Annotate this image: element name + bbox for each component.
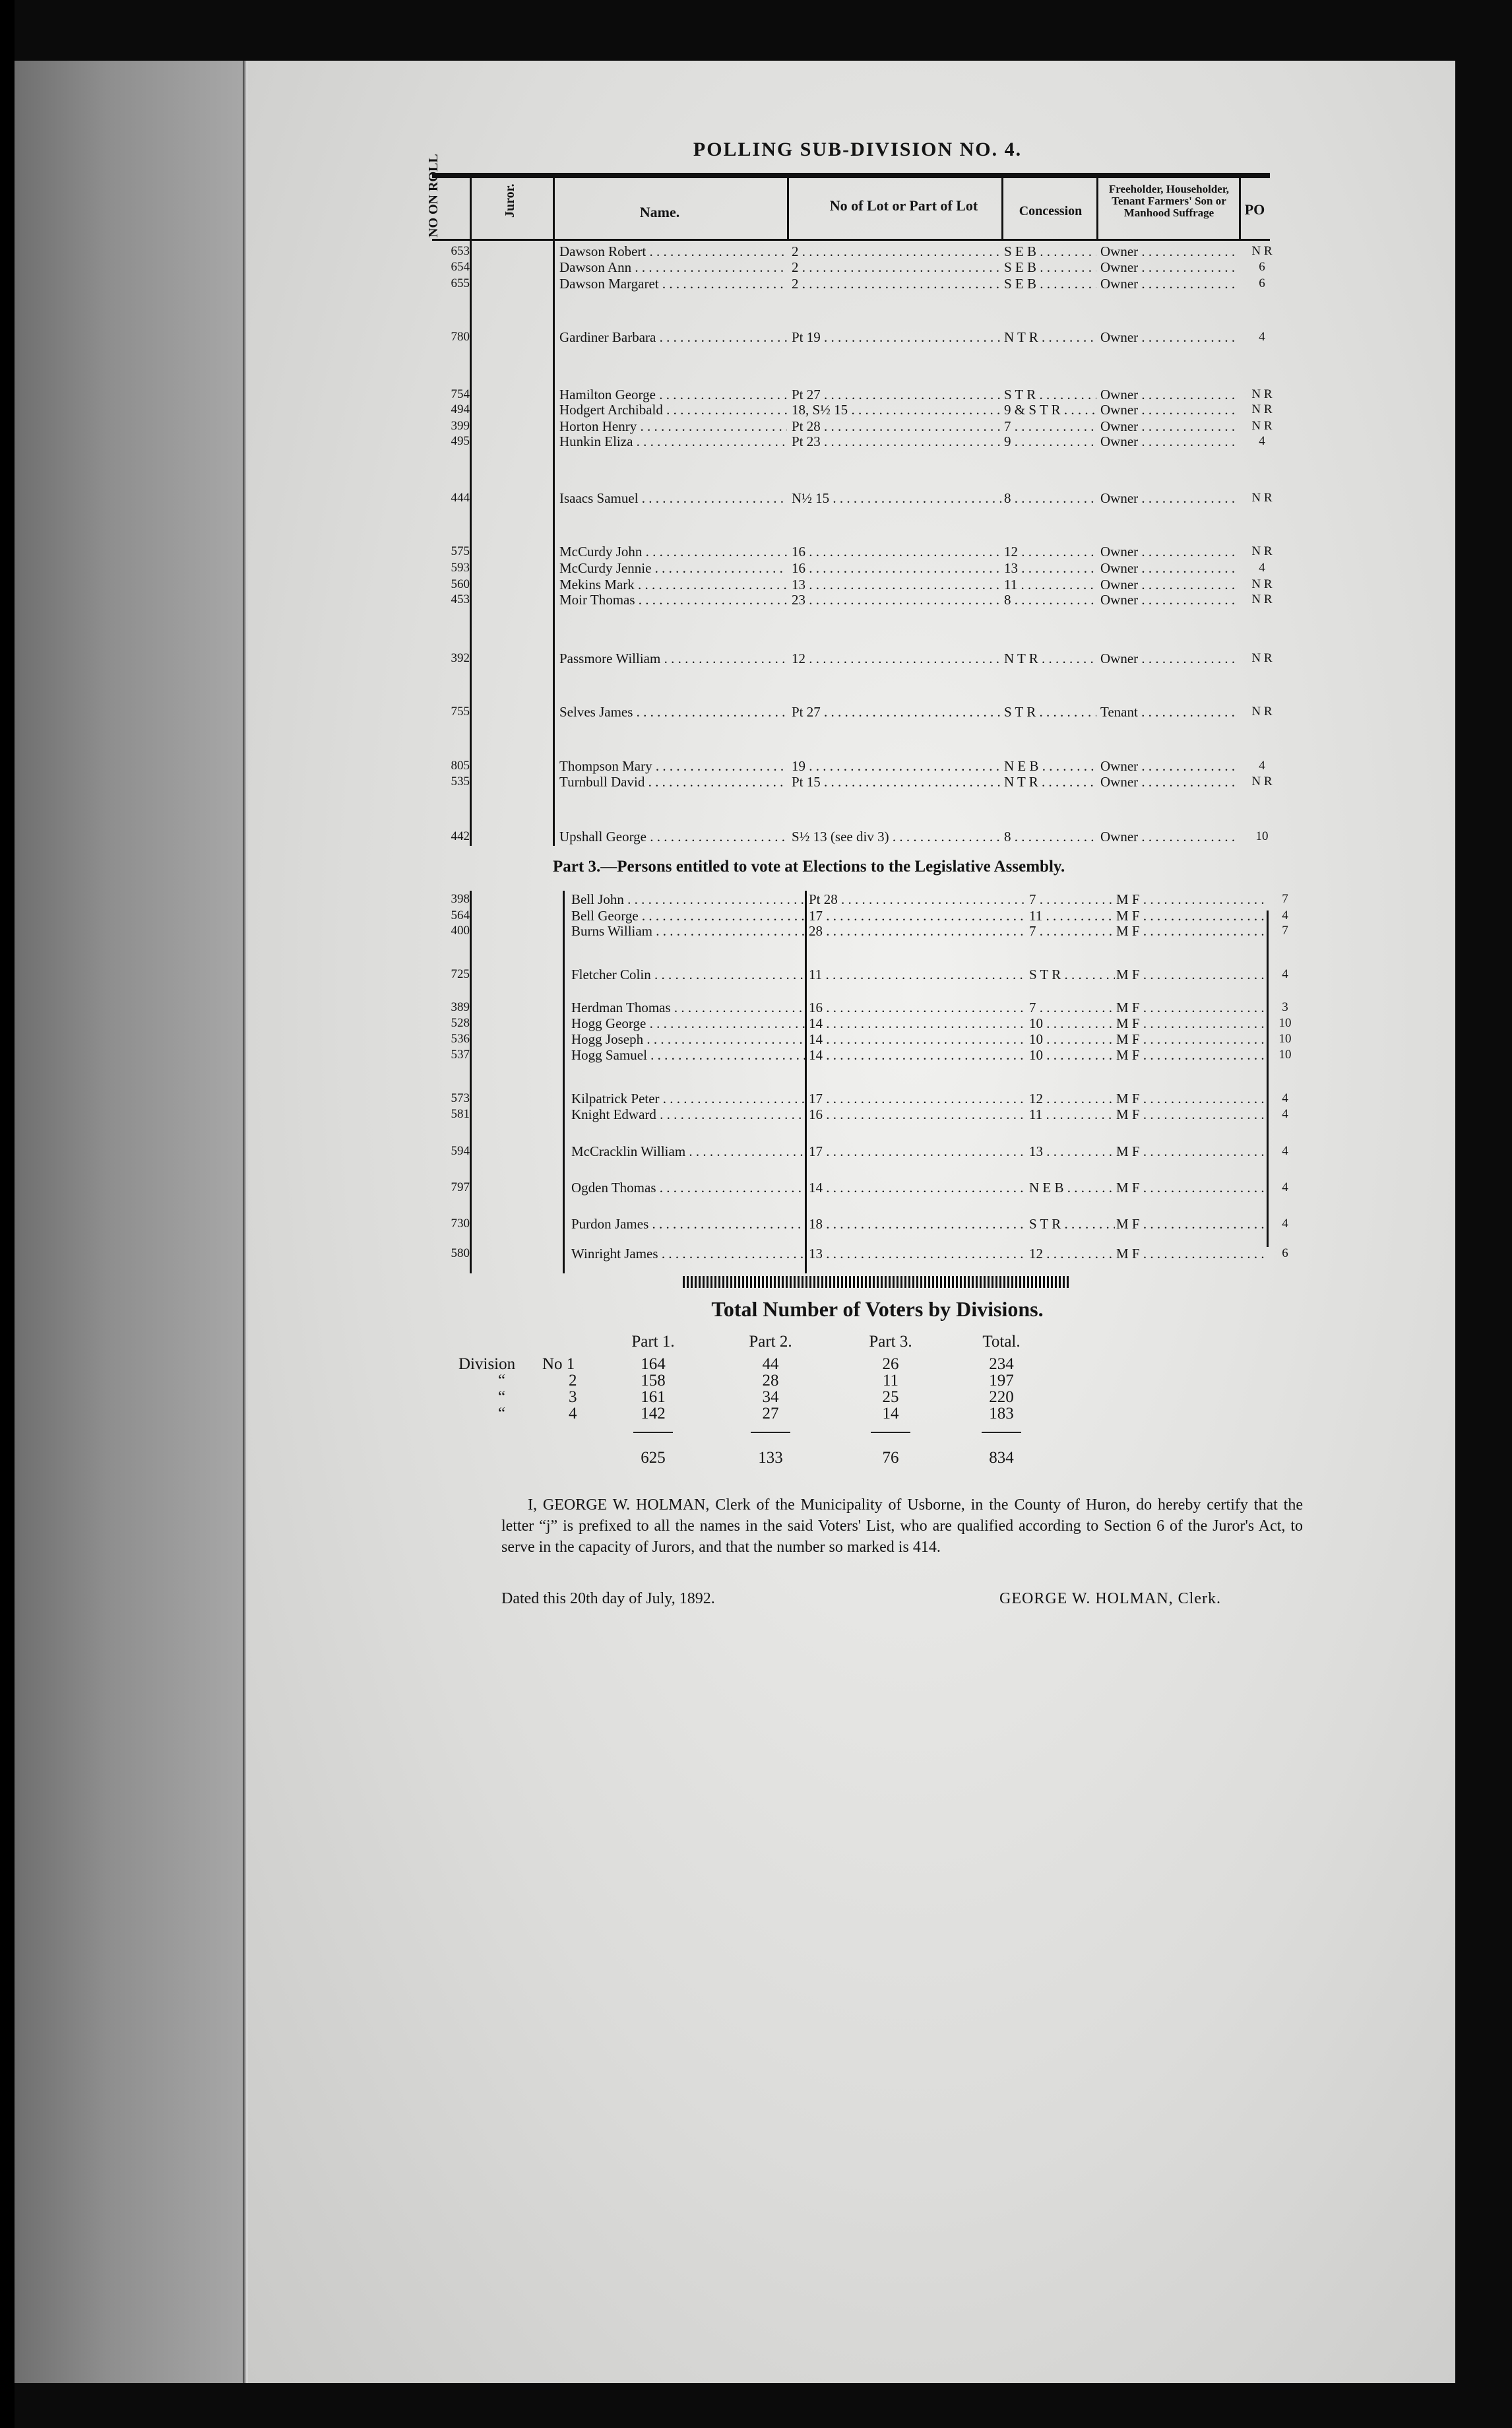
voter-name: Hodgert Archibald . . . bbox=[559, 401, 787, 418]
table-row bbox=[0, 1215, 1512, 1232]
roll-number: 560 bbox=[451, 577, 470, 591]
concession: 12 . . . bbox=[1029, 1245, 1115, 1262]
concession: 7 . . . bbox=[1029, 891, 1115, 908]
lot-number: 16 . . . bbox=[809, 999, 1026, 1016]
post-office: 6 bbox=[1282, 1246, 1288, 1260]
roll-column-header bbox=[426, 198, 441, 238]
voter-name: Fletcher Colin . . . bbox=[571, 966, 805, 983]
voter-name: Passmore William . . . bbox=[559, 650, 787, 667]
concession: 8 . . . bbox=[1004, 828, 1096, 845]
voter-name: Hogg Joseph . . . bbox=[571, 1031, 805, 1048]
voter-name: Knight Edward . . . bbox=[571, 1106, 805, 1123]
lot-number: 14 . . . bbox=[809, 1046, 1026, 1064]
post-office: 7 bbox=[1282, 892, 1288, 906]
qualification: Owner . . . bbox=[1100, 576, 1239, 593]
post-office: N R bbox=[1251, 387, 1273, 401]
table-row bbox=[0, 1143, 1512, 1160]
po-column-header: PO bbox=[1244, 201, 1265, 218]
post-office: 4 bbox=[1282, 1091, 1288, 1105]
voter-name: Upshall George . . . bbox=[559, 828, 787, 845]
post-office: N R bbox=[1251, 419, 1273, 433]
qualification: Owner . . . bbox=[1100, 418, 1239, 435]
post-office: N R bbox=[1251, 491, 1273, 505]
totals-value: 161 bbox=[641, 1388, 666, 1406]
qualification: Owner . . . bbox=[1100, 591, 1239, 608]
totals-value: 14 bbox=[882, 1405, 899, 1422]
post-office: N R bbox=[1251, 705, 1273, 719]
lot-number: 14 . . . bbox=[809, 1015, 1026, 1032]
roll-number: 805 bbox=[451, 759, 470, 773]
voter-name: Herdman Thomas . . . bbox=[571, 999, 805, 1016]
roll-number: 573 bbox=[451, 1091, 470, 1105]
lot-number: Pt 15 . . . bbox=[792, 773, 1001, 790]
totals-column-header: Part 2. bbox=[749, 1333, 792, 1351]
concession: 9 & S T R . . . bbox=[1004, 401, 1096, 418]
roll-number: 730 bbox=[451, 1217, 470, 1230]
roll-number: 580 bbox=[451, 1246, 470, 1260]
totals-rule bbox=[633, 1432, 673, 1433]
voter-name: Winright James . . . bbox=[571, 1245, 805, 1262]
totals-column-header: Total. bbox=[982, 1333, 1021, 1351]
qualification: M F . . . bbox=[1116, 1090, 1267, 1107]
roll-number: 536 bbox=[451, 1032, 470, 1046]
concession: 13 . . . bbox=[1004, 559, 1096, 577]
lot-number: 19 . . . bbox=[792, 757, 1001, 775]
totals-value: 25 bbox=[882, 1388, 899, 1406]
post-office: 4 bbox=[1282, 909, 1288, 922]
table-row bbox=[0, 433, 1512, 450]
post-office: 10 bbox=[1278, 1016, 1292, 1030]
roll-number: 389 bbox=[451, 1000, 470, 1014]
roll-number: 654 bbox=[451, 260, 470, 274]
lot-number: Pt 28 . . . bbox=[809, 891, 1026, 908]
totals-value: 34 bbox=[762, 1388, 779, 1406]
roll-number: 535 bbox=[451, 775, 470, 788]
qualification: M F . . . bbox=[1116, 1106, 1267, 1123]
roll-number: 797 bbox=[451, 1180, 470, 1194]
ditto-mark: “ bbox=[498, 1388, 506, 1406]
qualification: Owner . . . bbox=[1100, 559, 1239, 577]
lot-number: 28 . . . bbox=[809, 922, 1026, 940]
voter-name: Dawson Ann . . . bbox=[559, 259, 787, 276]
clerk-certificate: I, GEORGE W. HOLMAN, Clerk of the Municipality of Usborne, in the County of Huron, do hereby certify that the letter “j” is prefixed to all the names in the said Voters' List, who are qualified according to Section 6 of the Juror's Act, to serve in the capacity of Jurors, and that the number so marked is 414. bbox=[501, 1496, 1303, 1556]
concession: 13 . . . bbox=[1029, 1143, 1115, 1160]
post-office: 4 bbox=[1282, 967, 1288, 981]
qualification: M F . . . bbox=[1116, 1046, 1267, 1064]
post-office: N R bbox=[1251, 544, 1273, 558]
qualification: Owner . . . bbox=[1100, 401, 1239, 418]
lot-number: 17 . . . bbox=[809, 1090, 1026, 1107]
post-office: 4 bbox=[1259, 434, 1265, 448]
totals-value: 183 bbox=[989, 1405, 1014, 1422]
voter-name: Burns William . . . bbox=[571, 922, 805, 940]
qualification: M F . . . bbox=[1116, 922, 1267, 940]
roll-number: 581 bbox=[451, 1107, 470, 1121]
table-row bbox=[0, 773, 1512, 790]
qualification: Owner . . . bbox=[1100, 757, 1239, 775]
totals-value: 44 bbox=[762, 1355, 779, 1373]
totals-value: 164 bbox=[641, 1355, 666, 1373]
totals-value: 142 bbox=[641, 1405, 666, 1422]
post-office: 4 bbox=[1282, 1107, 1288, 1121]
concession: 8 . . . bbox=[1004, 490, 1096, 507]
post-office: 7 bbox=[1282, 924, 1288, 938]
qualification: Owner . . . bbox=[1100, 828, 1239, 845]
voter-name: Hamilton George . . . bbox=[559, 386, 787, 403]
post-office: N R bbox=[1251, 577, 1273, 591]
qualification: M F . . . bbox=[1116, 999, 1267, 1016]
voter-name: Selves James . . . bbox=[559, 703, 787, 720]
lot-number: 16 . . . bbox=[792, 543, 1001, 560]
roll-number: 593 bbox=[451, 561, 470, 575]
table-row bbox=[0, 559, 1512, 577]
voter-name: Dawson Robert . . . bbox=[559, 243, 787, 260]
qualification: Owner . . . bbox=[1100, 433, 1239, 450]
totals-sum: 133 bbox=[758, 1449, 783, 1467]
table-row bbox=[0, 259, 1512, 276]
concession: N E B . . . bbox=[1029, 1179, 1115, 1196]
post-office: 4 bbox=[1259, 561, 1265, 575]
concession: 12 . . . bbox=[1029, 1090, 1115, 1107]
qualification: Owner . . . bbox=[1100, 490, 1239, 507]
totals-title: Total Number of Voters by Divisions. bbox=[711, 1297, 1044, 1321]
qualification-column-header: Freeholder, Householder, Tenant Farmers' Son or Manhood Suffrage bbox=[1108, 183, 1230, 219]
qualification: Owner . . . bbox=[1100, 773, 1239, 790]
table-row bbox=[0, 922, 1512, 940]
totals-value: 27 bbox=[762, 1405, 779, 1422]
post-office: N R bbox=[1251, 775, 1273, 788]
qualification: Tenant . . . bbox=[1100, 703, 1239, 720]
totals-value: 158 bbox=[641, 1372, 666, 1390]
qualification: M F . . . bbox=[1116, 1015, 1267, 1032]
lot-number: 14 . . . bbox=[809, 1031, 1026, 1048]
table-row bbox=[0, 1015, 1512, 1032]
post-office: N R bbox=[1251, 244, 1273, 258]
qualification: M F . . . bbox=[1116, 1215, 1267, 1232]
division-number: No 1 bbox=[542, 1355, 575, 1373]
lot-number: 16 . . . bbox=[809, 1106, 1026, 1123]
lot-number: Pt 28 . . . bbox=[792, 418, 1001, 435]
post-office: 10 bbox=[1278, 1048, 1292, 1062]
roll-number: 754 bbox=[451, 387, 470, 401]
voter-name: Hunkin Eliza . . . bbox=[559, 433, 787, 450]
concession: N E B . . . bbox=[1004, 757, 1096, 775]
roll-number: 575 bbox=[451, 544, 470, 558]
roll-number: 444 bbox=[451, 491, 470, 505]
voter-name: Thompson Mary . . . bbox=[559, 757, 787, 775]
ornamental-separator bbox=[683, 1276, 1069, 1288]
concession: 7 . . . bbox=[1004, 418, 1096, 435]
qualification: Owner . . . bbox=[1100, 275, 1239, 292]
table-row bbox=[0, 1245, 1512, 1262]
column-divider bbox=[1001, 178, 1003, 241]
roll-number: 398 bbox=[451, 892, 470, 906]
roll-number: 528 bbox=[451, 1016, 470, 1030]
concession: 10 . . . bbox=[1029, 1046, 1115, 1064]
juror-column-header: Juror. bbox=[503, 183, 517, 218]
table-row bbox=[0, 490, 1512, 507]
totals-value: 234 bbox=[989, 1355, 1014, 1373]
post-office: N R bbox=[1251, 402, 1273, 416]
table-row bbox=[0, 243, 1512, 260]
concession: 9 . . . bbox=[1004, 433, 1096, 450]
qualification: M F . . . bbox=[1116, 891, 1267, 908]
roll-number: 755 bbox=[451, 705, 470, 719]
post-office: N R bbox=[1251, 592, 1273, 606]
qualification: M F . . . bbox=[1116, 907, 1267, 924]
concession: S T R . . . bbox=[1029, 1215, 1115, 1232]
lot-number: 11 . . . bbox=[809, 966, 1026, 983]
totals-value: 220 bbox=[989, 1388, 1014, 1406]
totals-sum: 76 bbox=[882, 1449, 899, 1467]
totals-value: 28 bbox=[762, 1372, 779, 1390]
roll-number: 495 bbox=[451, 434, 470, 448]
post-office: 6 bbox=[1259, 276, 1265, 290]
table-row bbox=[0, 1106, 1512, 1123]
voter-name: Bell George . . . bbox=[571, 907, 805, 924]
lot-number: 17 . . . bbox=[809, 1143, 1026, 1160]
totals-value: 11 bbox=[882, 1372, 899, 1390]
concession: 11 . . . bbox=[1004, 576, 1096, 593]
table-row bbox=[0, 966, 1512, 983]
roll-number: 780 bbox=[451, 330, 470, 344]
roll-number: 537 bbox=[451, 1048, 470, 1062]
page-title: POLLING SUB-DIVISION NO. 4. bbox=[693, 139, 1023, 160]
totals-sum: 625 bbox=[641, 1449, 666, 1467]
scan-border-right bbox=[1455, 0, 1512, 2428]
qualification: M F . . . bbox=[1116, 1179, 1267, 1196]
concession: 10 . . . bbox=[1029, 1015, 1115, 1032]
lot-number: 14 . . . bbox=[809, 1179, 1026, 1196]
voter-name: Hogg Samuel . . . bbox=[571, 1046, 805, 1064]
table-row bbox=[0, 275, 1512, 292]
ditto-mark: “ bbox=[498, 1372, 506, 1390]
concession: N T R . . . bbox=[1004, 773, 1096, 790]
voter-name: Ogden Thomas . . . bbox=[571, 1179, 805, 1196]
roll-number: 653 bbox=[451, 244, 470, 258]
voter-name: Mekins Mark . . . bbox=[559, 576, 787, 593]
post-office: 3 bbox=[1282, 1000, 1288, 1014]
lot-number: 18 . . . bbox=[809, 1215, 1026, 1232]
concession-column-header: Concession bbox=[1019, 204, 1083, 218]
table-row bbox=[0, 401, 1512, 418]
qualification: Owner . . . bbox=[1100, 243, 1239, 260]
voter-name: Moir Thomas . . . bbox=[559, 591, 787, 608]
voter-name: Horton Henry . . . bbox=[559, 418, 787, 435]
voter-name: Kilpatrick Peter . . . bbox=[571, 1090, 805, 1107]
post-office: 6 bbox=[1259, 260, 1265, 274]
concession: 10 . . . bbox=[1029, 1031, 1115, 1048]
qualification: M F . . . bbox=[1116, 966, 1267, 983]
column-divider bbox=[1096, 178, 1098, 241]
post-office: 4 bbox=[1259, 330, 1265, 344]
totals-rule bbox=[871, 1432, 910, 1433]
division-label: Division bbox=[458, 1355, 516, 1373]
lot-number: 17 . . . bbox=[809, 907, 1026, 924]
division-number: 2 bbox=[569, 1372, 577, 1390]
totals-column-header: Part 3. bbox=[869, 1333, 912, 1351]
concession: S T R . . . bbox=[1004, 703, 1096, 720]
voter-name: Gardiner Barbara . . . bbox=[559, 329, 787, 346]
table-row bbox=[0, 828, 1512, 845]
voter-name: Turnbull David . . . bbox=[559, 773, 787, 790]
totals-rule bbox=[751, 1432, 790, 1433]
roll-number: 655 bbox=[451, 276, 470, 290]
roll-number: 400 bbox=[451, 924, 470, 938]
concession: S T R . . . bbox=[1029, 966, 1115, 983]
roll-number: 594 bbox=[451, 1144, 470, 1158]
roll-number: 725 bbox=[451, 967, 470, 981]
lot-number: 12 . . . bbox=[792, 650, 1001, 667]
table-row bbox=[0, 1090, 1512, 1107]
roll-number: 442 bbox=[451, 829, 470, 843]
lot-number: 2 . . . bbox=[792, 275, 1001, 292]
qualification: M F . . . bbox=[1116, 1143, 1267, 1160]
name-column-header: Name. bbox=[639, 204, 680, 220]
table-row bbox=[0, 650, 1512, 667]
lot-number: 13 . . . bbox=[792, 576, 1001, 593]
lot-number: 2 . . . bbox=[792, 259, 1001, 276]
qualification: Owner . . . bbox=[1100, 329, 1239, 346]
voter-name: McCracklin William . . . bbox=[571, 1143, 805, 1160]
voter-name: McCurdy John . . . bbox=[559, 543, 787, 560]
voter-name: Bell John . . . bbox=[571, 891, 805, 908]
qualification: Owner . . . bbox=[1100, 543, 1239, 560]
table-row bbox=[0, 757, 1512, 775]
table-row bbox=[0, 591, 1512, 608]
voter-name: Purdon James . . . bbox=[571, 1215, 805, 1232]
part3-heading: Part 3.—Persons entitled to vote at Elections to the Legislative Assembly. bbox=[553, 858, 1065, 876]
voter-name: Isaacs Samuel . . . bbox=[559, 490, 787, 507]
post-office: N R bbox=[1251, 651, 1273, 665]
totals-sum: 834 bbox=[989, 1449, 1014, 1467]
clerk-signature: GEORGE W. HOLMAN, Clerk. bbox=[999, 1590, 1221, 1607]
concession: 7 . . . bbox=[1029, 999, 1115, 1016]
ditto-mark: “ bbox=[498, 1405, 506, 1422]
table-row bbox=[0, 1179, 1512, 1196]
scan-border-left bbox=[0, 0, 15, 2428]
table-row bbox=[0, 543, 1512, 560]
date-line: Dated this 20th day of July, 1892. bbox=[501, 1590, 715, 1607]
concession: S E B . . . bbox=[1004, 275, 1096, 292]
table-row bbox=[0, 1046, 1512, 1064]
concession: 7 . . . bbox=[1029, 922, 1115, 940]
qualification: Owner . . . bbox=[1100, 650, 1239, 667]
totals-column-header: Part 1. bbox=[631, 1333, 675, 1351]
roll-number: 453 bbox=[451, 592, 470, 606]
post-office: 10 bbox=[1278, 1032, 1292, 1046]
voter-name: Dawson Margaret . . . bbox=[559, 275, 787, 292]
roll-number: 564 bbox=[451, 909, 470, 922]
table-row bbox=[0, 329, 1512, 346]
lot-number: 16 . . . bbox=[792, 559, 1001, 577]
concession: 11 . . . bbox=[1029, 1106, 1115, 1123]
qualification: Owner . . . bbox=[1100, 386, 1239, 403]
lot-number: Pt 23 . . . bbox=[792, 433, 1001, 450]
post-office: 4 bbox=[1282, 1144, 1288, 1158]
column-divider bbox=[1267, 910, 1269, 1247]
post-office: 4 bbox=[1282, 1180, 1288, 1194]
lot-number: Pt 27 . . . bbox=[792, 386, 1001, 403]
header-bottom-rule bbox=[432, 239, 1270, 241]
lot-number: 23 . . . bbox=[792, 591, 1001, 608]
lot-number: 18, S½ 15 . . . bbox=[792, 401, 1001, 418]
lot-number: 13 . . . bbox=[809, 1245, 1026, 1262]
qualification: Owner . . . bbox=[1100, 259, 1239, 276]
table-row bbox=[0, 891, 1512, 908]
concession: N T R . . . bbox=[1004, 329, 1096, 346]
voter-name: Hogg George . . . bbox=[571, 1015, 805, 1032]
roll-number: 392 bbox=[451, 651, 470, 665]
table-row bbox=[0, 703, 1512, 720]
concession: 8 . . . bbox=[1004, 591, 1096, 608]
division-number: 4 bbox=[569, 1405, 577, 1422]
qualification: M F . . . bbox=[1116, 1031, 1267, 1048]
totals-rule bbox=[982, 1432, 1021, 1433]
column-divider bbox=[1239, 178, 1241, 241]
concession: 11 . . . bbox=[1029, 907, 1115, 924]
totals-value: 197 bbox=[989, 1372, 1014, 1390]
lot-number: Pt 27 . . . bbox=[792, 703, 1001, 720]
lot-number: 2 . . . bbox=[792, 243, 1001, 260]
concession: S E B . . . bbox=[1004, 259, 1096, 276]
concession: N T R . . . bbox=[1004, 650, 1096, 667]
qualification: M F . . . bbox=[1116, 1245, 1267, 1262]
table-row bbox=[0, 999, 1512, 1016]
post-office: 4 bbox=[1259, 759, 1265, 773]
roll-number: 399 bbox=[451, 419, 470, 433]
lot-number: N½ 15 . . . bbox=[792, 490, 1001, 507]
concession: 12 . . . bbox=[1004, 543, 1096, 560]
totals-value: 26 bbox=[882, 1355, 899, 1373]
roll-number: 494 bbox=[451, 402, 470, 416]
concession: S E B . . . bbox=[1004, 243, 1096, 260]
lot-number: S½ 13 (see div 3) . . . bbox=[792, 828, 1001, 845]
voter-name: McCurdy Jennie . . . bbox=[559, 559, 787, 577]
column-divider bbox=[787, 178, 789, 241]
lot-number: Pt 19 . . . bbox=[792, 329, 1001, 346]
concession: S T R . . . bbox=[1004, 386, 1096, 403]
post-office: 4 bbox=[1282, 1217, 1288, 1230]
division-number: 3 bbox=[569, 1388, 577, 1406]
table-row bbox=[0, 1031, 1512, 1048]
header-rule bbox=[432, 173, 1270, 178]
lot-column-header: No of Lot or Part of Lot bbox=[829, 197, 978, 214]
post-office: 10 bbox=[1255, 829, 1269, 843]
